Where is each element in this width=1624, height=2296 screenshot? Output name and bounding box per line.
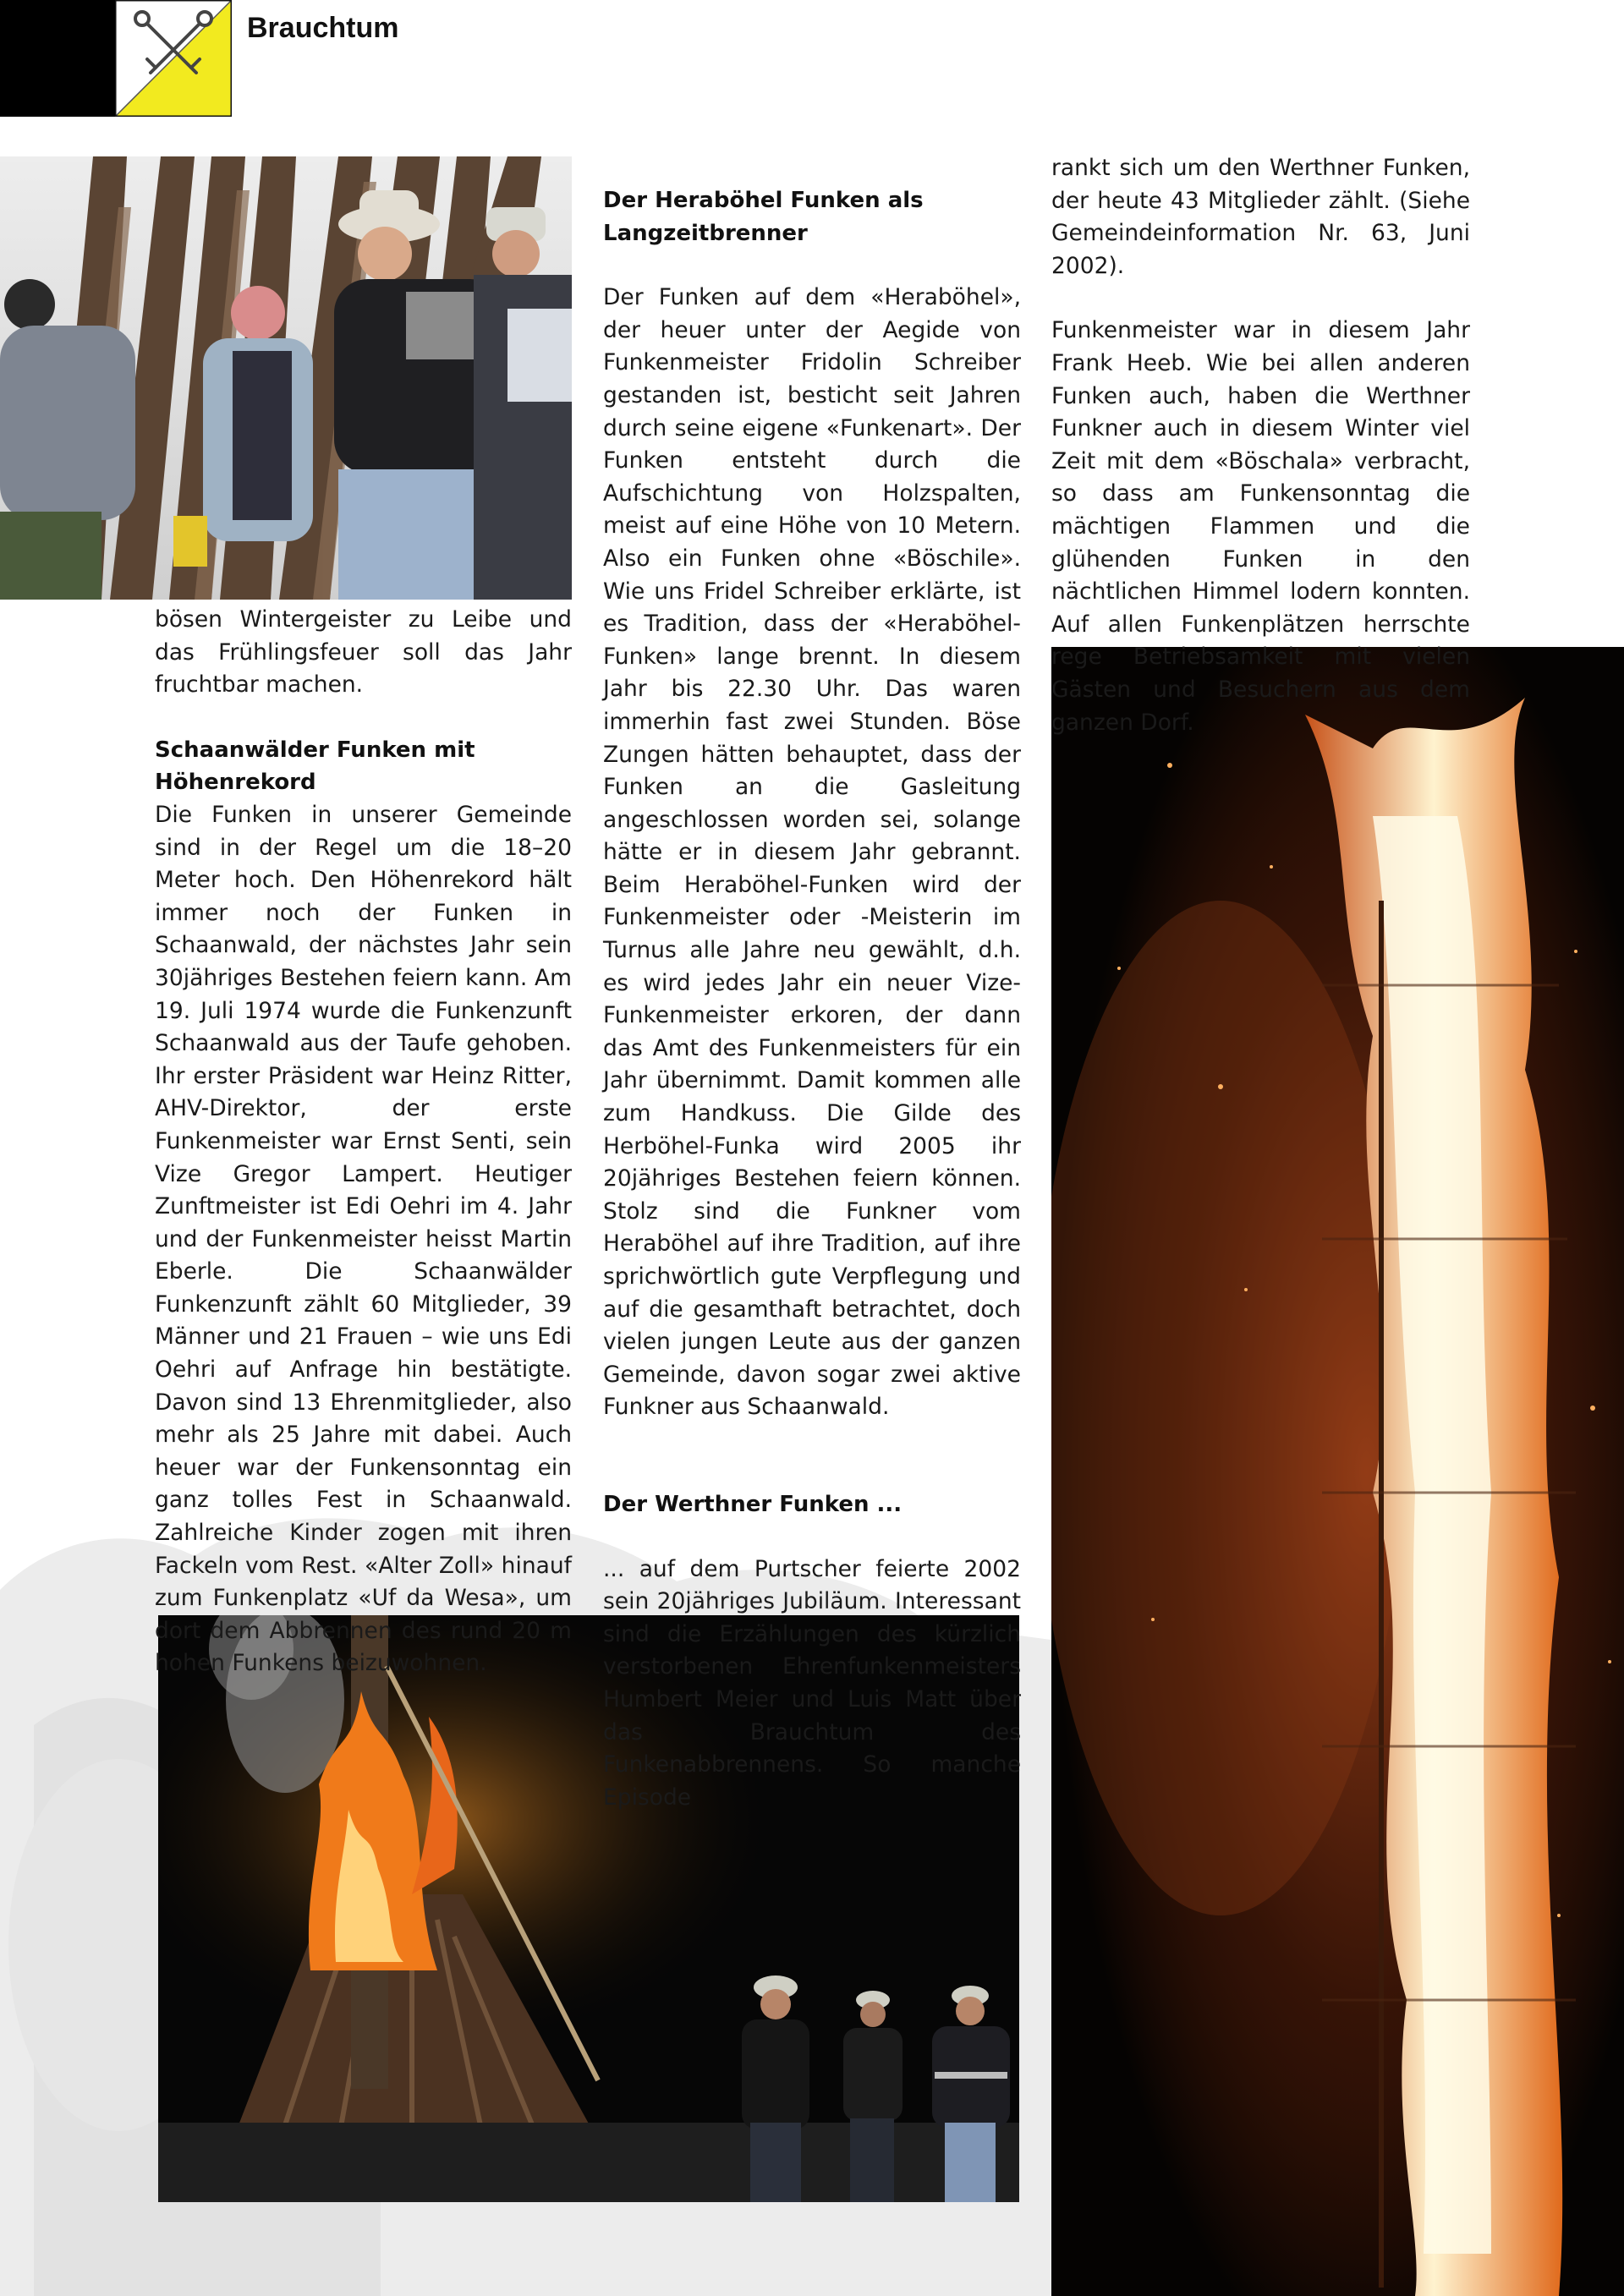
column-2-werthner-paragraph: ... auf dem Purtscher feierte 2002 sein 20jähriges Jubiläum. Interessant sind die Erzählungen des kürzlich verstorbenen Ehrenfunkenmeisters Humbert Meier und Luis Matt über das Brauchtum des Funkenabbrennens. So manche Episode: [603, 1555, 1021, 1811]
column-1-schaanwald-paragraph: Die Funken in unserer Gemeinde sind in der Regel um die 18–20 Meter hoch. Den Höhenrekord hält immer noch der Funken in Schaanwald, der nächstes Jahr sein 30jähriges Bestehen feiern kann. Am 19. Juli 1974 wurde die Funkenzunft Schaanwald aus der Taufe gehoben. Ihr erster Präsident war Heinz Ritter, AHV-Direktor, der erste Funkenmeister war Ernst Senti, sein Vize Gregor Lampert. Heutiger Zunftmeister ist Edi Oehri im 4. Jahr und der Funkenmeister heisst Martin Eberle. Die Schaanwälder Funkenzunft zählt 60 Mitglieder, 39 Männer und 21 Frauen – wie uns Edi Oehri auf Anfrage hin bestätigte. Davon sind 13 Ehrenmitglieder, also mehr als 25 Jahre mit dabei. Auch heuer war der Funkensonntag ein ganz tolles Fest in Schaanwald. Zahlreiche Kinder zogen mit ihren Fackeln vom Rest. «Alter Zoll» hinauf zum Funkenplatz «Uf da Wesa», um dort dem Abbrennen des rund 20 m hohen Funkens beizuwohnen.: [155, 801, 572, 1677]
column-2: [603, 184, 1021, 1814]
column-1: [155, 604, 572, 1680]
section-title: Brauchtum: [247, 12, 399, 44]
header-black-block: [0, 0, 115, 117]
column-3: [1051, 152, 1470, 739]
heading-werthner-funken: Der Werthner Funken ...: [603, 1491, 903, 1517]
heading-herabohel-funken: Der Heraböhel Funken als Langzeitbrenner: [603, 188, 924, 246]
heading-schaanwaelder-funken: Schaanwälder Funken mit Höhenrekord: [155, 737, 475, 796]
column-1-intro-paragraph: bösen Wintergeister zu Leibe und das Frühlingsfeuer soll das Jahr fruchtbar machen.: [155, 606, 572, 699]
photo-people-with-straw-figure: [0, 156, 572, 600]
photo-tall-burning-funken-night: [1051, 647, 1624, 2296]
coat-of-arms-icon: [115, 0, 232, 117]
column-3-funkenmeister-paragraph: Funkenmeister war in diesem Jahr Frank Heeb. Wie bei allen anderen Funken auch, haben die Werthner Funkner auch in diesem Winter viel Zeit mit dem «Böschala» verbracht, so dass am Funkensonntag die mächtigen Flammen und die glühenden Funken in den nächtlichen Himmel lodern konnten. Auf allen Funkenplätzen herrschte rege Betriebsamkeit mit vielen Gästen und Besuchern aus dem ganzen Dorf.: [1051, 317, 1470, 736]
column-3-werthner-paragraph: rankt sich um den Werthner Funken, der heute 43 Mitglieder zählt. (Siehe Gemeindeinformation Nr. 63, Juni 2002).: [1051, 155, 1470, 279]
column-2-herabohel-paragraph: Der Funken auf dem «Heraböhel», der heuer unter der Aegide von Funkenmeister Fridolin Schreiber gestanden ist, besticht seit Jahren durch seine eigene «Funkenart». Der Funken entsteht durch die Aufschichtung von Holzspalten, meist auf eine Höhe von 10 Metern. Also ein Funken ohne «Böschile». Wie uns Fridel Schreiber erklärte, ist es Tradition, dass der «Heraböhel-Funken» lange brennt. In diesem Jahr bis 22.30 Uhr. Das waren immerhin fast zwei Stunden. Böse Zungen hätten behauptet, dass der Funken an die Gasleitung angeschlossen worden sei, solange hätte er in diesem Jahr gebrannt. Beim Heraböhel-Funken wird der Funkenmeister oder -Meisterin im Turnus alle Jahre neu gewählt, d.h. es wird jedes Jahr ein neuer Vize-Funkenmeister erkoren, der dann das Amt des Funkenmeisters für ein Jahr übernimmt. Damit kommen alle zum Handkuss. Die Gilde des Herböhel-Funka wird 2005 ihr 20jähriges Bestehen feiern können. Stolz sind die Funkner vom Heraböhel auf ihre Tradition, auf ihre sprichwörtlich gute Verpflegung und auf die gesamthaft betrachtet, doch vielen jungen Leute aus der ganzen Gemeinde, davon sogar zwei aktive Funkner aus Schaanwald.: [603, 284, 1021, 1421]
